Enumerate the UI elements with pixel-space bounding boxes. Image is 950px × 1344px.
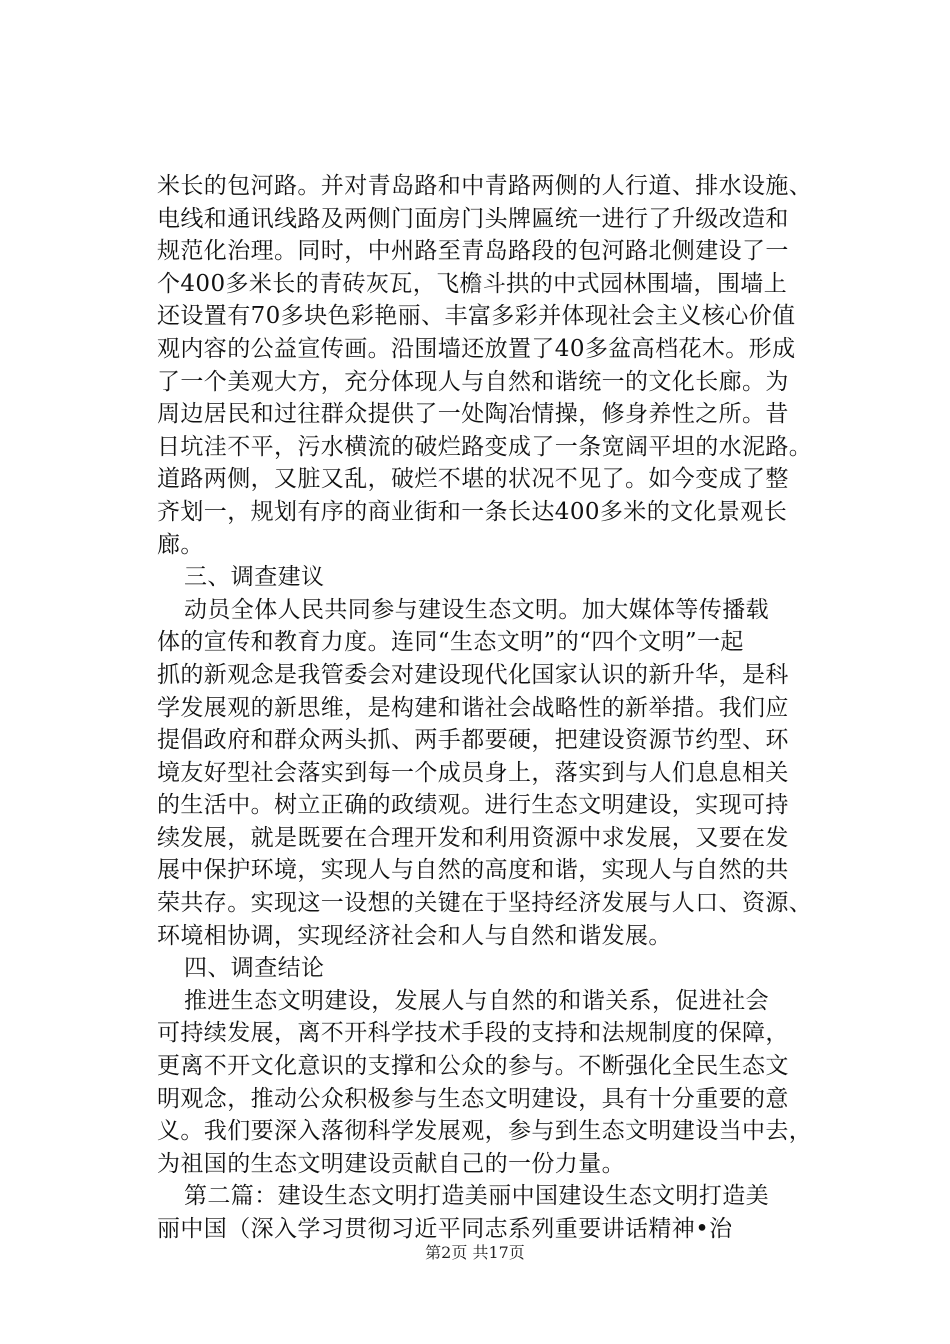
text-line: 更离不开文化意识的支撑和公众的参与。不断强化全民生态文 [157,1053,789,1080]
text-line: 可持续发展，离不开科学技术手段的支持和法规制度的保障， [157,1020,789,1047]
text-line: 了一个美观大方，充分体现人与自然和谐统一的文化长廊。为 [157,368,789,395]
text-line: 道路两侧，又脏又乱，破烂不堪的状况不见了。如今变成了整 [157,466,789,493]
text-line: 日坑洼不平，污水横流的破烂路变成了一条宽阔平坦的水泥路。 [157,433,813,460]
text-line: 观内容的公益宣传画。沿围墙还放置了40多盆高档花木。形成 [157,335,796,362]
text-line: 电线和通讯线路及两侧门面房门头牌匾统一进行了升级改造和 [157,205,789,232]
text-line: 推进生态文明建设，发展人与自然的和谐关系，促进社会 [184,987,769,1014]
text-line: 个400多米长的青砖灰瓦，飞檐斗拱的中式园林围墙，围墙上 [157,270,788,297]
text-line: 提倡政府和群众两头抓、两手都要硬，把建设资源节约型、环 [157,727,789,754]
text-line: 义。我们要深入落彻科学发展观，参与到生态文明建设当中去， [157,1118,813,1145]
text-line: 学发展观的新思维，是构建和谐社会战略性的新举措。我们应 [157,694,789,721]
text-line: 续发展，就是既要在合理开发和利用资源中求发展，又要在发 [157,824,789,851]
text-line: 第二篇：建设生态文明打造美丽中国建设生态文明打造美 [184,1183,769,1210]
text-line: 四、调查结论 [184,955,325,982]
text-line: 荣共存。实现这一设想的关键在于坚持经济发展与人口、资源、 [157,890,813,917]
text-line: 环境相协调，实现经济社会和人与自然和谐发展。 [157,922,672,949]
text-line: 的生活中。树立正确的政绩观。进行生态文明建设，实现可持 [157,792,789,819]
text-line: 体的宣传和教育力度。连同“生态文明”的“四个文明”一起 [157,629,744,656]
text-line: 明观念，推动公众积极参与生态文明建设，具有十分重要的意 [157,1085,789,1112]
text-line: 为祖国的生态文明建设贡献自己的一份力量。 [157,1150,625,1177]
text-line: 还设置有70多块色彩艳丽、丰富多彩并体现社会主义核心价值 [157,303,796,330]
page-footer: 第2页 共17页 [425,1243,525,1262]
text-line: 齐划一，规划有序的商业街和一条长达400多米的文化景观长 [157,498,788,525]
text-line: 三、调查建议 [184,564,325,591]
text-line: 米长的包河路。并对青岛路和中青路两侧的人行道、排水设施、 [157,173,813,199]
text-line: 境友好型社会落实到每一个成员身上，落实到与人们息息相关 [157,759,789,786]
text-line: 规范化治理。同时，中州路至青岛路段的包河路北侧建设了一 [157,238,789,265]
text-line: 周边居民和过往群众提供了一处陶冶情操，修身养性之所。昔 [157,401,789,428]
text-line: 展中保护环境，实现人与自然的高度和谐，实现人与自然的共 [157,857,789,884]
text-line: 廊。 [157,531,204,558]
document-body [157,170,847,1246]
text-line: 动员全体人民共同参与建设生态文明。加大媒体等传播载 [184,596,769,623]
text-line: 抓的新观念是我管委会对建设现代化国家认识的新升华，是科 [157,661,789,688]
text-line: 丽中国（深入学习贯彻习近平同志系列重要讲话精神•治 [157,1216,733,1242]
